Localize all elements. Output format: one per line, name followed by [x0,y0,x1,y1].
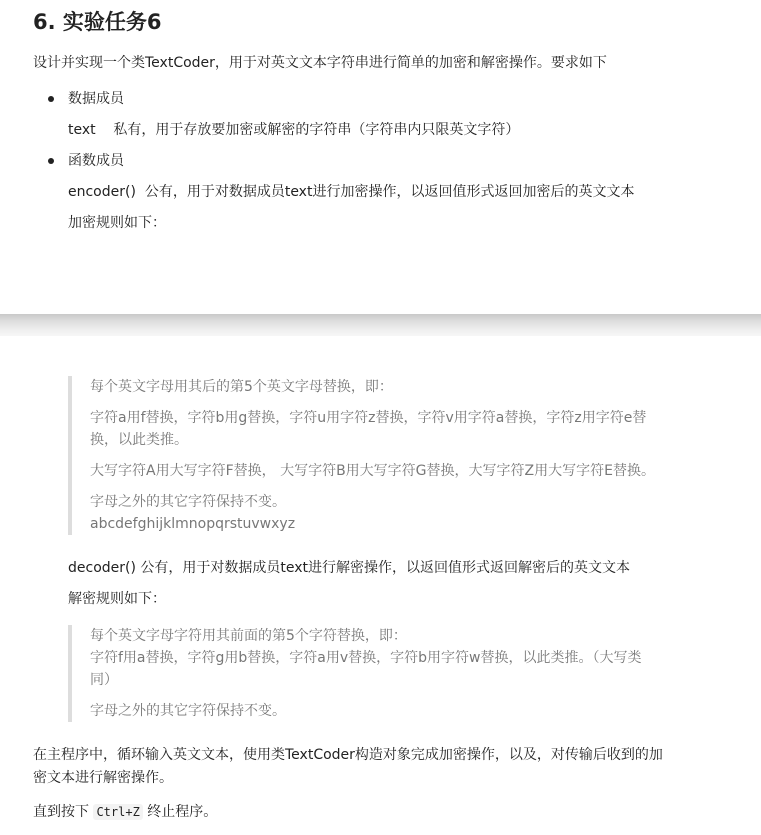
quote-line: 每个英文字母字符用其前面的第5个字符替换，即： [90,628,407,644]
encode-rules-blockquote [68,376,708,535]
stop-instruction [33,800,217,824]
bullet-data-members [48,88,124,110]
stop-suffix: 终止程序。 [147,804,218,820]
bullet-function-members [48,150,124,172]
page-break-divider [0,314,761,336]
page-upper [0,0,761,314]
decode-rules-blockquote [68,625,708,722]
quote-line: 每个英文字母用其后的第5个英文字母替换，即： [90,379,393,395]
bullet-dot-icon [48,96,54,102]
data-member-text-line: text 私有，用于存放要加密或解密的字符串（字符串内只限英文字符） [68,122,520,138]
page-lower [0,336,761,835]
bullet-dot-icon [48,158,54,164]
quote-line: 字符a用f替换，字符b用g替换，字符u用字符z替换，字符v用字符a替换，字符z用字符e替 [90,410,647,426]
intro-paragraph: 设计并实现一个类TextCoder，用于对英文文本字符串进行简单的加密和解密操作。要求如下 [33,55,607,71]
main-program-line-1: 在主程序中，循环输入英文文本，使用类TextCoder构造对象完成加密操作，以及，对传输后收到的加 [33,747,663,763]
section-title: 6. 实验任务6 [33,10,162,34]
ctrl-z-key: Ctrl+Z [93,804,142,820]
stop-prefix: 直到按下 [33,804,89,820]
quote-line: 字母之外的其它字符保持不变。 [90,494,286,510]
quote-line: 换，以此类推。 [90,432,188,448]
quote-line: 字符f用a替换，字符g用b替换，字符a用v替换，字符b用字符w替换，以此类推。（大写类 [90,650,642,666]
bullet-label: 数据成员 [68,91,124,107]
main-program-line-2: 密文本进行解密操作。 [33,770,173,786]
encoder-line: encoder() 公有，用于对数据成员text进行加密操作，以返回值形式返回加密后的英文文本 [68,184,635,200]
quote-line: 同） [90,672,118,688]
encode-rules-heading: 加密规则如下： [68,215,166,231]
decode-rules-heading: 解密规则如下： [68,591,166,607]
alphabet-line: abcdefghijklmnopqrstuvwxyz [90,516,296,532]
decoder-line: decoder() 公有，用于对数据成员text进行解密操作，以返回值形式返回解密后的英文文本 [68,560,631,576]
bullet-label: 函数成员 [68,153,124,169]
quote-line: 字母之外的其它字符保持不变。 [90,703,286,719]
quote-line: 大写字符A用大写字符F替换， 大写字符B用大写字符G替换，大写字符Z用大写字符E替换。 [90,463,655,479]
